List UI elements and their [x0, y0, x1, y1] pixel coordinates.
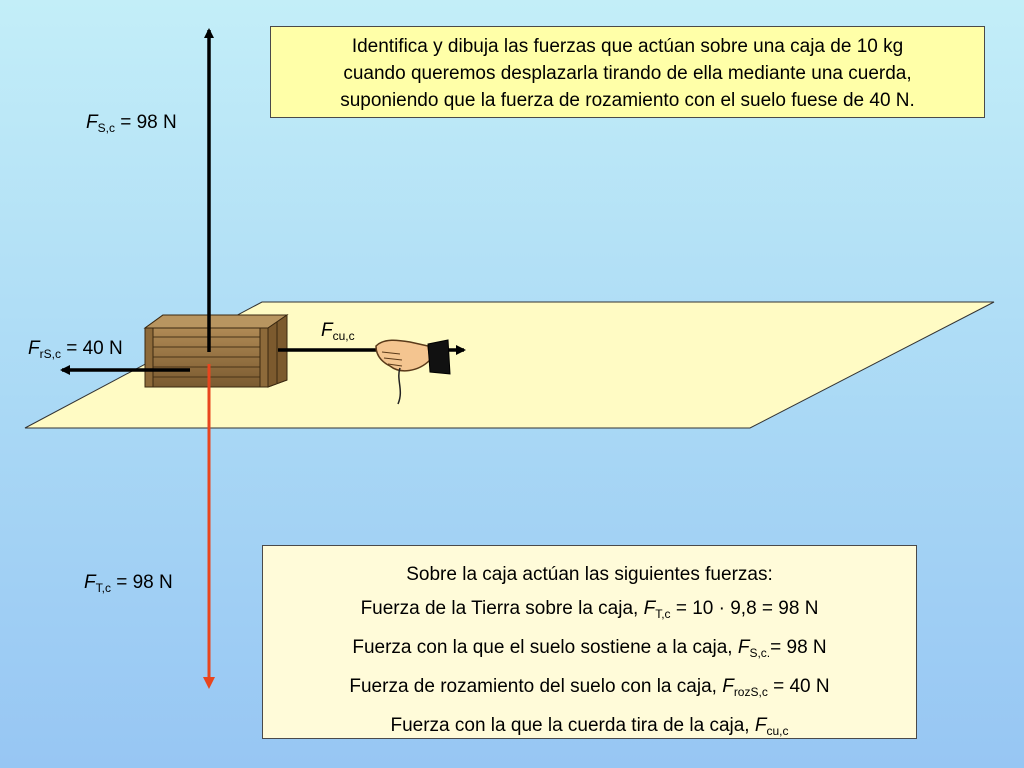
problem-statement [270, 26, 985, 118]
summary-row-weight: Fuerza de la Tierra sobre la caja, $F_{T,c} = 10 \cdot 9,8 = 98$ N [360, 598, 819, 621]
rope-force-label: $F_{cu,c}$ [321, 320, 355, 343]
summary-row-rope: Fuerza con la que la cuerda tira de la caja, $F_{cu,c}$ [390, 715, 789, 738]
normal-force-label: $F_{S,c} = 98$ N [86, 112, 177, 135]
weight-force-label: $F_{T,c} = 98$ N [84, 572, 173, 595]
problem-line: cuando queremos desplazarla tirando de ella mediante una cuerda, [343, 63, 912, 84]
summary-row-friction: Fuerza de rozamiento del suelo con la caja, $F_{rozS,c} = 40$ N [349, 676, 830, 699]
crate [145, 315, 287, 387]
friction-force-label: $F_{rS,c} = 40$ N [28, 338, 123, 361]
forces-summary [262, 545, 917, 739]
summary-row-normal: Fuerza con la que el suelo sostiene a la caja, $F_{S,c.}= 98$ N [352, 637, 827, 660]
problem-line: Identifica y dibuja las fuerzas que actúan sobre una caja de 10 kg [351, 36, 904, 57]
summary-intro: Sobre la caja actúan las siguientes fuerzas: [406, 564, 773, 585]
problem-line: suponiendo que la fuerza de rozamiento con el suelo fuese de 40 N. [340, 90, 915, 111]
